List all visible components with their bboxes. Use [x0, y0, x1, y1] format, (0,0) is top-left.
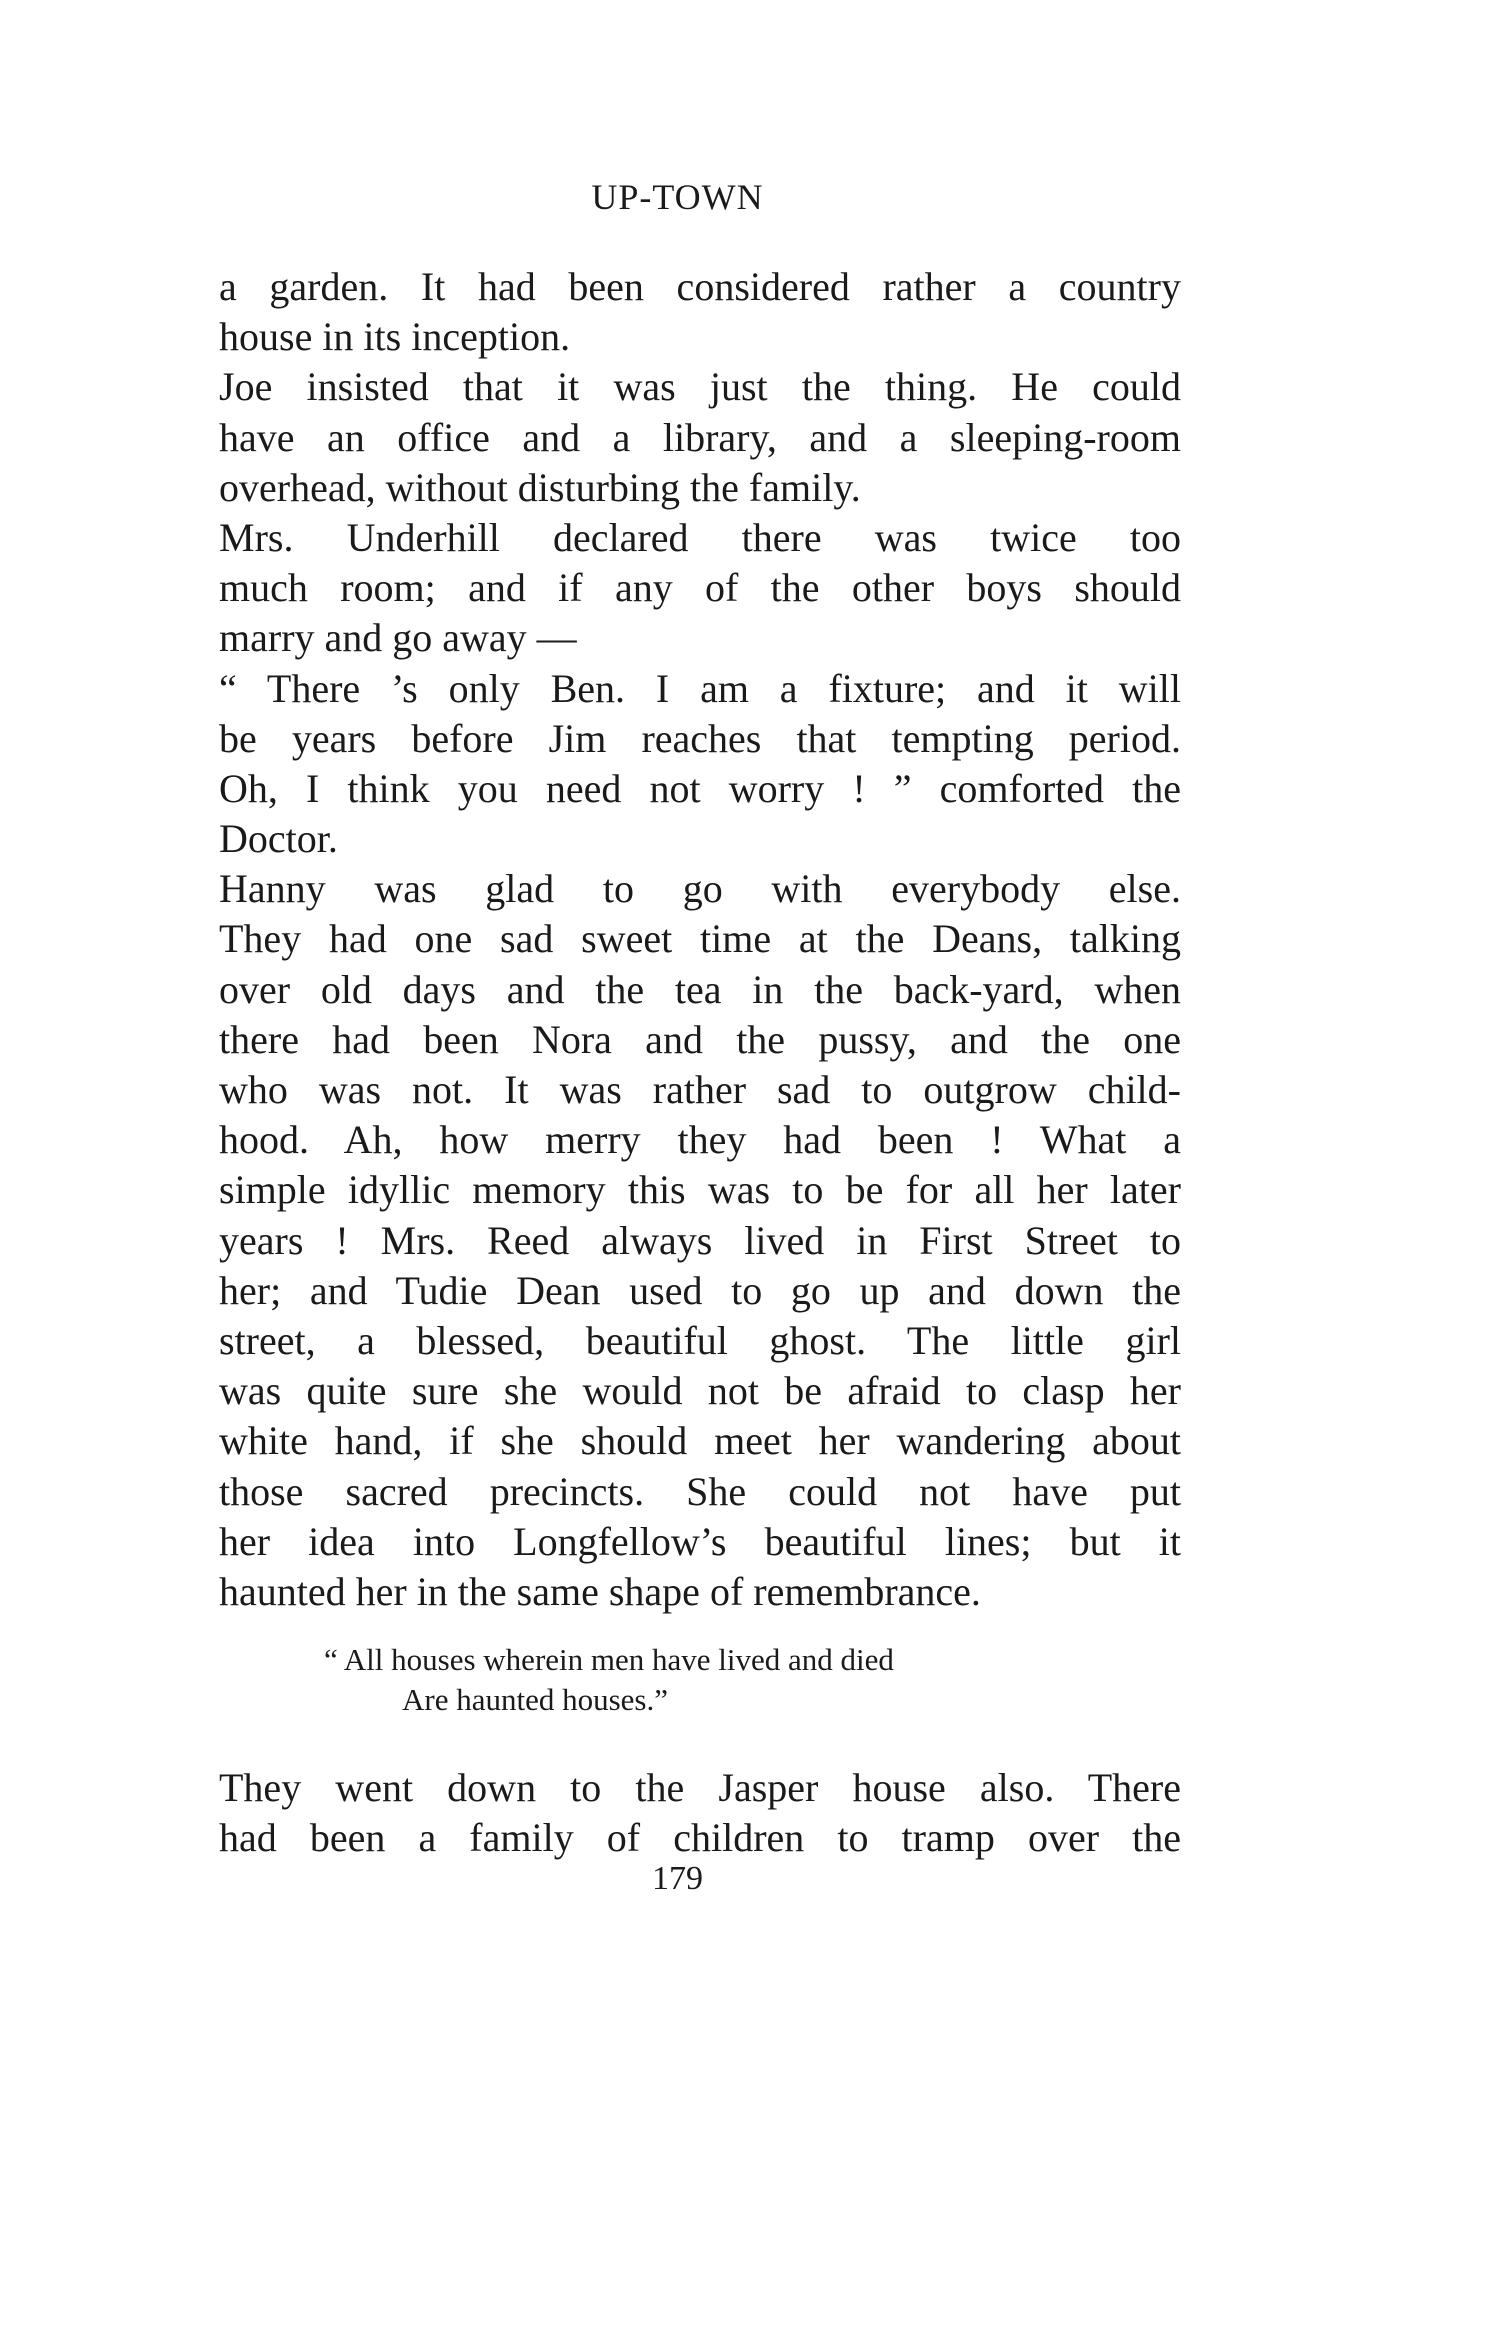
- running-header: UP-TOWN: [591, 177, 764, 217]
- text-line: who was not. It was rather sad to outgrow child-: [219, 1067, 1181, 1112]
- text-line: over old days and the tea in the back-yard, when: [219, 966, 1181, 1012]
- text-line: be years before Jim reaches that tempting period.: [219, 715, 1181, 761]
- text-line: street, a blessed, beautiful ghost. The little girl: [219, 1317, 1181, 1363]
- text-line: “ There ’s only Ben. I am a fixture; and it will: [219, 665, 1181, 711]
- quote-line-2: Are haunted houses.”: [402, 1682, 668, 1717]
- text-line: Oh, I think you need not worry ! ” comforted the: [219, 765, 1181, 811]
- text-line: simple idyllic memory this was to be for all her later: [219, 1167, 1181, 1213]
- page-number: 179: [652, 1860, 703, 1897]
- text-line: white hand, if she should meet her wandering about: [219, 1418, 1181, 1464]
- quote-line-1: “ All houses wherein men have lived and died: [324, 1642, 894, 1677]
- continuation-text: [219, 1763, 1181, 1863]
- text-line: Joe insisted that it was just the thing. He could: [219, 364, 1181, 410]
- text-line: Doctor.: [219, 816, 338, 862]
- text-line: years ! Mrs. Reed always lived in First Street to: [219, 1217, 1181, 1263]
- text-line: those sacred precincts. She could not have put: [219, 1468, 1181, 1514]
- text-line: her; and Tudie Dean used to go up and down the: [219, 1267, 1181, 1313]
- text-line: haunted her in the same shape of remembrance.: [219, 1568, 981, 1614]
- text-line: had been a family of children to tramp over the: [219, 1815, 1181, 1861]
- text-line: have an office and a library, and a sleeping-room: [219, 414, 1181, 460]
- text-line: a garden. It had been considered rather a country: [219, 264, 1181, 309]
- text-line: there had been Nora and the pussy, and the one: [219, 1016, 1181, 1062]
- body-text: [219, 262, 1181, 1617]
- text-line: They went down to the Jasper house also. There: [219, 1765, 1181, 1810]
- text-line: her idea into Longfellow’s beautiful lines; but it: [219, 1518, 1181, 1564]
- verse-quote: [324, 1640, 894, 1720]
- text-line: overhead, without disturbing the family.: [219, 464, 861, 510]
- text-line: Mrs. Underhill declared there was twice too: [219, 514, 1181, 560]
- text-line: Hanny was glad to go with everybody else.: [219, 866, 1181, 912]
- text-line: house in its inception.: [219, 314, 571, 360]
- text-line: much room; and if any of the other boys should: [219, 565, 1181, 611]
- text-line: marry and go away —: [219, 615, 577, 661]
- text-line: They had one sad sweet time at the Deans, talking: [219, 916, 1181, 962]
- text-line: hood. Ah, how merry they had been ! What a: [219, 1117, 1181, 1163]
- text-line: was quite sure she would not be afraid to clasp her: [219, 1368, 1181, 1414]
